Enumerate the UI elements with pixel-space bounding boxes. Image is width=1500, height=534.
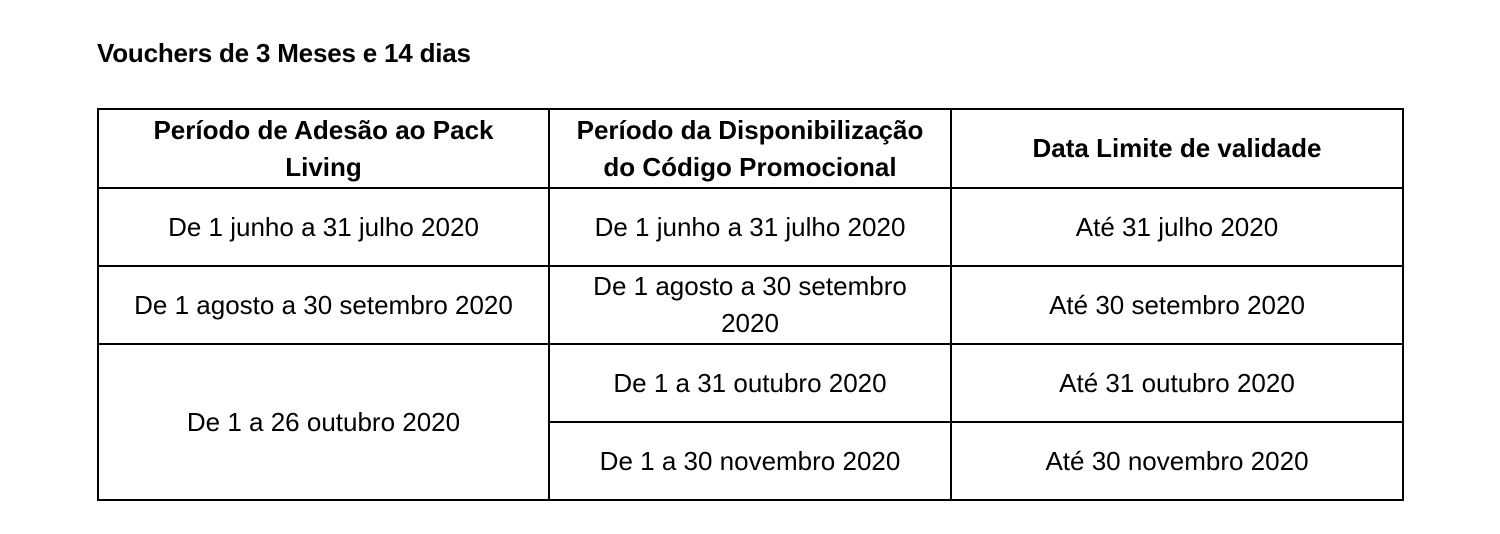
cell-data-limite-validade: Até 30 novembro 2020 xyxy=(951,422,1403,500)
cell-periodo-disponibilizacao: De 1 a 30 novembro 2020 xyxy=(549,422,951,500)
header-data-limite-validade: Data Limite de validade xyxy=(951,109,1403,188)
cell-periodo-adesao: De 1 a 26 outubro 2020 xyxy=(98,344,549,500)
table-row xyxy=(98,188,1403,266)
cell-periodo-disponibilizacao: De 1 agosto a 30 setembro 2020 xyxy=(549,266,951,344)
cell-periodo-disponibilizacao: De 1 a 31 outubro 2020 xyxy=(549,344,951,422)
table-row xyxy=(98,344,1403,422)
table-row xyxy=(98,266,1403,344)
cell-data-limite-validade: Até 31 outubro 2020 xyxy=(951,344,1403,422)
cell-data-limite-validade: Até 31 julho 2020 xyxy=(951,188,1403,266)
header-periodo-adesao: Período de Adesão ao Pack Living xyxy=(98,109,549,188)
cell-data-limite-validade: Até 30 setembro 2020 xyxy=(951,266,1403,344)
cell-periodo-adesao: De 1 agosto a 30 setembro 2020 xyxy=(98,266,549,344)
cell-periodo-disponibilizacao: De 1 junho a 31 julho 2020 xyxy=(549,188,951,266)
table-header-row xyxy=(98,109,1403,188)
document-title: Vouchers de 3 Meses e 14 dias xyxy=(97,38,471,68)
cell-periodo-adesao: De 1 junho a 31 julho 2020 xyxy=(98,188,549,266)
voucher-periods-table xyxy=(97,108,1404,501)
header-periodo-disponibilizacao: Período da Disponibilização do Código Promocional xyxy=(549,109,951,188)
